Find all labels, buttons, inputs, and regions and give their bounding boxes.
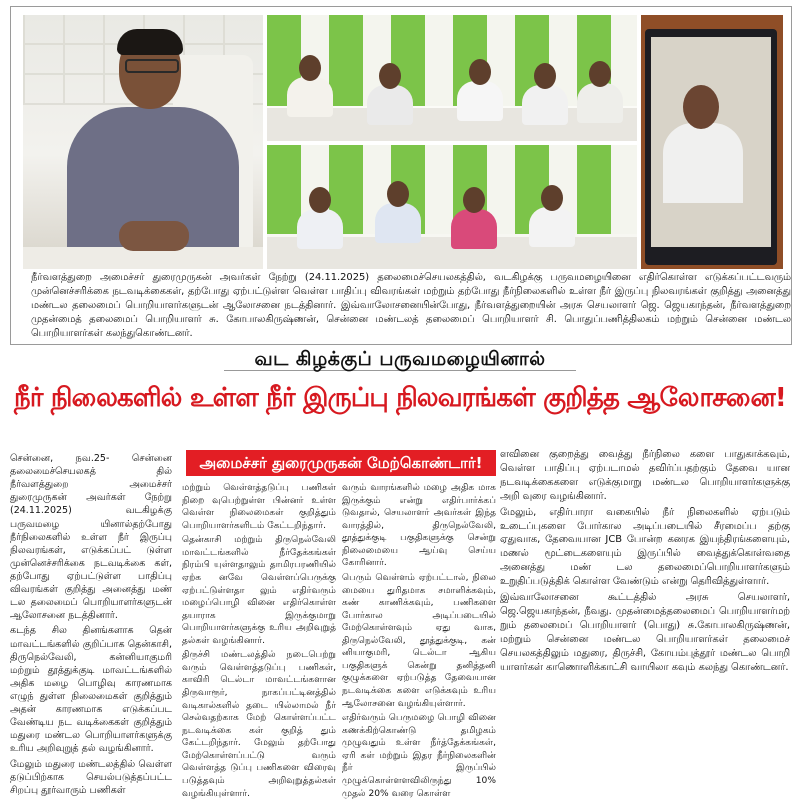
paragraph: மேலும், எதிர்பாரா வகையில் நீர் நிலைகளில் ஏற்படும் உடைப்புகளை போர்கால அடிப்படையில் சீரமைப்ப தற்கு ஏதுவாக, தேவையான JCB போன்ற கனரக இயந்திரங்களையும், மணல் மூட்டைகளையும் இருப்பில் வைத்துக்கொள்வதை அனைத்து மண் டல தலைமைப்பொறியாளர்களும் உறுதிப்படுத்திக் கொள்ள வேண்டும் என்று தெரிவித்துள்ளார். bbox=[500, 506, 790, 588]
article-column-3 bbox=[342, 482, 496, 802]
paragraph: எதிர்வரும் பெருமழை பொழி வினை கணக்கிற்கொண்டு தமிழகம் முழுவதும் உள்ள நீர்த்தேக்கங்கள், ஏரி கள் மற்றும் இதர நீர்நிலைகளின் நீர் இருப்பில் முழுக்கொள்ளளவிலிருந்து 10% முதல் 20% வரை கொள்ள bbox=[342, 713, 496, 799]
photo-caption: நீர்வளத்துறை அமைச்சர் துரைமுருகன் அவர்கள் நேற்று (24.11.2025) தலைமைச்செயலகத்தில், வடகிழக்கு பருவமழையினை எதிர்கொள்ள எடுக்கப்பட்டவரும் முன்னெச்சரிக்கை நடவடிக்கைகள், தற்போது ஏற்பட்டுள்ள வெள்ள பாதிப்பு விவரங்கள் மற்றும் தற்போது நீர்நிலைகளில் உள்ள நீர் இருப்பு நிலவரங்கள் குறித்து அனைத்து மண்டல தலைமைப் பொறியாளர்களுடன் ஆலோசனை நடத்தினார். இவ்வாலோசனையின்போது, நீர்வளத்துறையின் அரசு செயலாளர் ஜெ. ஜெயகாந்தன், நீர்வளத்துறை முதன்மைத் தலைமைப் பொறியாளர் சு. கோபாலகிருஷ்ணன், சென்னை மண்டலத் தலைமைப் பொறியாளர் சி. பொதுப்பணித்திலகம் மற்றும் சென்னை மண்டல பொறியாளர்கள் கலந்துகொண்டனர். bbox=[31, 272, 791, 339]
article-column-1 bbox=[10, 452, 172, 799]
paragraph: மற்றும் வெள்ளத்தடுப்பு பணிகள் நிறை வுபெற்றுள்ள பின்னர் உள்ள வெள்ள நிலைமைகள் குறித்தும் பொறியாளர்களிடம் கேட்டறிந்தார். bbox=[182, 483, 336, 531]
paragraph: இவ்வாலோசனை கூட்டத்தில் அரசு செயலாளர், ஜெ.ஜெயகாந்தன், நீவது. முதன்மைத்தலைமைப் பொறியாளர்மற் றும் தலைமைப் பொறியாளர் (பொது) சு.கோபாலகிருஷ்ணன், மற்றும் சென்னை மண்டல பொறியாளர்கள் தலைமைச் செயலகத்திலும் மதுரை, திருச்சி, கோயம்புத்தூர் மண்டல பொறி யாளர்கள் காணொளிக்காட்சி வாயிலா கவும் கலந்து கொண்டனர். bbox=[500, 592, 790, 673]
meeting-photo-top bbox=[267, 15, 637, 141]
article-column-4 bbox=[500, 448, 790, 677]
paragraph: தென்காசி மற்றும் திருநெல்வேலி மாவட்டங்களில் நீர்தேக்கங்கள் நிரம்பி யுள்ளதாலும் தாமிரபரணியில் ஏற்க னவே வெள்ளப்பெருக்கு ஏற்பட்டுள்ளதா லும் எதிர்வரும் மழைப்பொழி வினை எதிர்கொள்ள தயாராக இருக்குமாறு பொறியாளர்களுக்கு உரிய அறிவுறுத் தல்கள் வழங்கினார். bbox=[182, 535, 336, 646]
meeting-photo-bottom bbox=[267, 145, 637, 269]
article-column-2 bbox=[182, 482, 336, 802]
paragraph: திருச்சி மண்டலத்தில் நடைபெற்று வரும் வெள்ளத்தடுப்பு பணிகள், காவிரி டெல்டா மாவட்டங்களான திருவாரூர், நாகப்பட்டினத்தில் வடிகால்களில் தடை யில்லாமல் நீர் செல்வதற்காக மேற் கொள்ளப்பட்ட நடவடிக்கை கள் குறித் தும் கேட்டறிந்தார். மேலும் தற்போது மேற்கொள்ளப்பட்டு வரும் வெள்ளத்த டுப்பு பணிகளை விரைவு படுத்தவும் அறிவுறுத்தல்கள் வழங்கியுள்ளார். bbox=[182, 650, 336, 799]
paragraph: ளவினை குறைத்து வைத்து நீர்நிலை களை பாதுகாக்கவும், வெள்ள பாதிப்பு ஏற்படாமல் தவிர்ப்பதற்கும் தேவை யான நடவடிக்கைகளை எடுக்குமாறு மண்டல பொறியாளர்களுக்கு அறி வுரை வழங்கினார். bbox=[500, 449, 790, 502]
paragraph: பெரும் வெள்ளம் ஏற்பட்டால், நிலை மையை துரிதமாக சமாளிக்கவும், கண் காணிக்கவும், பணிகளை போர்கால அடிப்படையில் மேற்கொள்ளவும் ஏது வாக, திருநெல்வேலி, தூத்துக்குடி, கன் னியாகுமரி, டெல்டா ஆகிய பகுதிகளுக் கென்று தனித்தனி குழுக்களை ஏற்படுத்த தேவையான நடவடிக்கை களை எடுக்கவும் உரிய ஆலோசனை வழங்கியுள்ளார். bbox=[342, 572, 496, 709]
subheadline-banner: அமைச்சர் துரைமுருகன் மேற்கொண்டார்! bbox=[186, 450, 496, 476]
paragraph: சென்னை, நவ.25- சென்னை தலைமைச்செயலகத் தில் நீர்வளத்துறை அமைச்சர் துரைமுருகன் அவர்கள் நேற்று (24.11.2025) வடகிழக்கு பருவமழை யினால்தற்போது நீர்நிலைகளில் உள்ள நீர் இருப்பு நிலவரங்கள், எடுக்கப்பட் டுள்ள முன்னெச்சரிக்கை நடவடிக்கை கள், தற்போது ஏற்பட்டுள்ள பாதிப்பு விவரங்கள் குறித்து அனைத்து மண் டல தலைமைப் பொறியாளர்களுடன் ஆலோசனை நடத்தினார். bbox=[10, 453, 172, 622]
headline: நீர் நிலைகளில் உள்ள நீர் இருப்பு நிலவரங்கள் குறித்த ஆலோசனை! bbox=[14, 383, 786, 413]
photo-panel bbox=[10, 6, 792, 345]
paragraph: மேலும் மதுரை மண்டலத்தில் வெள்ள தடுப்பிற்காக செயல்படுத்தப்பட்ட சிறப்பு தூர்வாரும் பணிகள் bbox=[10, 758, 172, 796]
minister-photo bbox=[23, 15, 263, 269]
paragraph: வரும் வாரங்களில் மழை அதிக மாக இருக்கும் என்று எதிர்பார்க்கப் டுவதால், செயலாளர் அவர்கள் இந்த வாரத்தில், திருநெல்வேலி, தூத்துக்குடி பகுதிகளுக்கு சென்று நிலைமையை ஆய்வு செய்ய கோரினார். bbox=[342, 483, 496, 569]
video-conference-photo bbox=[641, 15, 783, 269]
kicker-heading: வட கிழக்குப் பருவமழையினால் bbox=[0, 348, 800, 373]
paragraph: கடந்த சில தினங்களாக தென் மாவட்டங்களில் குறிப்பாக தென்காசி, திருநெல்வேலி, கன்னியாகுமரி மற்றும் தூத்துக்குடி மாவட்டங்களில் அதிக மழை பொழிவு காரணமாக எழுந் துள்ள நிலைமைகள் குறித்தும் அதன் காரணமாக எடுக்கப்பட வேண்டிய நட வடிக்கைகள் குறித்தும் மதுரை மண்டல பொறியாளர்களுக்கு உரிய அறிவுறுத் தல் வழங்கினார். bbox=[10, 625, 172, 755]
